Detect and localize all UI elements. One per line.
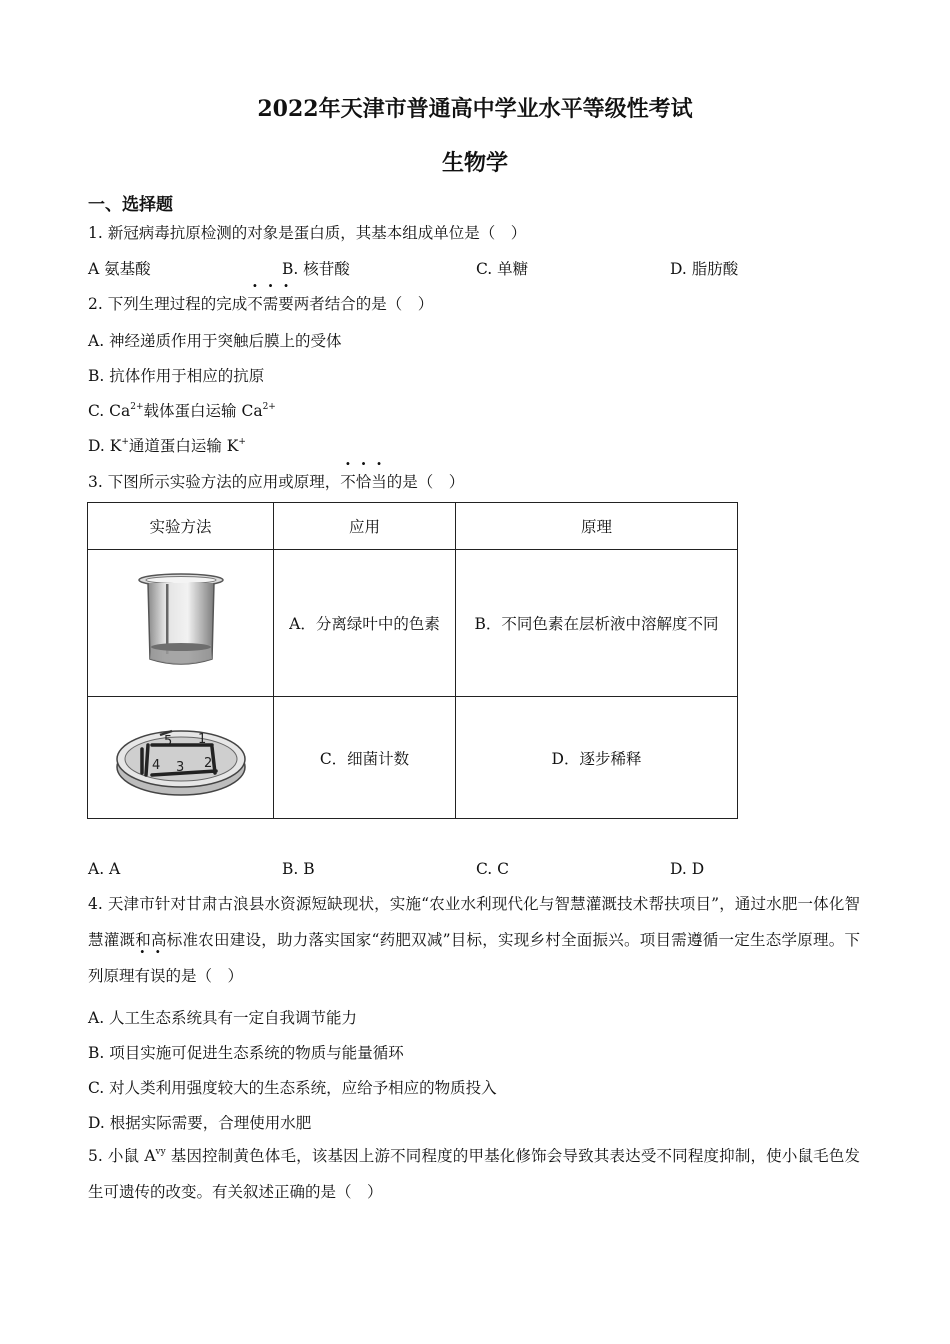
q1-option-c: C. 单糖 [476, 260, 529, 278]
emphasis-char: 恰 [355, 473, 372, 491]
q2-option-d: D. K+通道蛋白运输 K+ [88, 437, 246, 455]
table-header-method: 实验方法 [88, 503, 274, 550]
q1-options [88, 257, 868, 277]
q3-option-d: D. D [670, 860, 705, 878]
q1-stem: 1. 新冠病毒抗原检测的对象是蛋白质，其基本组成单位是（ ） [88, 224, 527, 242]
exam-subtitle: 生物学 [441, 150, 508, 176]
q5-stem: 5. 小鼠 $A^{vy}$ 基因控制黄色体毛，该基因上游不同程度的甲基化修饰会导致其表达受不同程度抑制，使小鼠毛色发生可遗传的改变。有关叙述正确的是（ ） [88, 1147, 860, 1201]
table-header-principle: 原理 [456, 503, 738, 550]
petri-dish-image-cell [88, 697, 274, 819]
table-header-application: 应用 [274, 503, 456, 550]
q4-option-b: B. 项目实施可促进生态系统的物质与能量循环 [88, 1044, 404, 1062]
q2-option-c: C. $Ca^{2+}$载体蛋白运输 $Ca^{2+}$ [88, 402, 276, 420]
q4-stem: 4. 天津市针对甘肃古浪县水资源短缺现状，实施“农业水利现代化与智慧灌溉技术帮扶项目”，通过水肥一体化智慧灌溉和高标准农田建设，助力落实国家“药肥双减”目标，实现乡村全面振兴。项目需遵循一定生态学原理。下列原理有误的是（ ） [88, 886, 860, 994]
table-cell-option-b: B．不同色素在层析液中溶解度不同 [456, 550, 738, 697]
streak-label-4: 4 [151, 757, 160, 773]
section-heading: 一、选择题 [88, 195, 173, 215]
q3-stem: 3. 下图所示实验方法的应用或原理，不恰当的是（ ） [88, 470, 464, 492]
q1-option-b: B. 核苷酸 [282, 260, 350, 278]
q4-option-a: A. 人工生态系统具有一定自我调节能力 [88, 1009, 358, 1027]
petri-dish-illustration [112, 715, 250, 801]
streak-label-1: 1 [197, 731, 206, 747]
table-cell-option-d: D．逐步稀释 [456, 697, 738, 819]
table-cell-option-a: A．分离绿叶中的色素 [274, 550, 456, 697]
q2-option-b: B. 抗体作用于相应的抗原 [88, 367, 265, 385]
table-cell-option-c: C．细菌计数 [274, 697, 456, 819]
streak-label-3: 3 [175, 759, 184, 775]
q3-option-a: A. A [88, 860, 121, 878]
emphasis-char: 不 [247, 295, 263, 313]
q2-stem: 2. 下列生理过程的完成不需要两者结合的是（ ） [88, 292, 433, 314]
emphasis-char: 误 [150, 967, 166, 985]
beaker-illustration [126, 571, 236, 675]
q3-option-b: B. B [282, 860, 315, 878]
streak-label-5: 5 [163, 733, 172, 749]
streak-label-2: 2 [203, 755, 212, 771]
emphasis-char: 要 [278, 295, 294, 313]
exam-title: 2022年天津市普通高中学业水平等级性考试 [257, 96, 693, 122]
q1-option-a: A 氨基酸 [88, 260, 151, 278]
q1-option-d: D. 脂肪酸 [670, 260, 739, 278]
emphasis-char: 不 [340, 473, 356, 491]
q4-option-d: D. 根据实际需要，合理使用水肥 [88, 1114, 312, 1132]
q2-option-a: A. 神经递质作用于突触后膜上的受体 [88, 332, 342, 350]
q3-table [87, 502, 738, 819]
emphasis-char: 当 [371, 473, 387, 491]
beaker-image-cell [88, 550, 274, 697]
q3-option-c: C. C [476, 860, 510, 878]
emphasis-char: 需 [262, 295, 279, 313]
q3-options [88, 860, 868, 880]
q4-option-c: C. 对人类利用强度较大的生态系统，应给予相应的物质投入 [88, 1079, 497, 1097]
emphasis-char: 有 [134, 967, 151, 985]
